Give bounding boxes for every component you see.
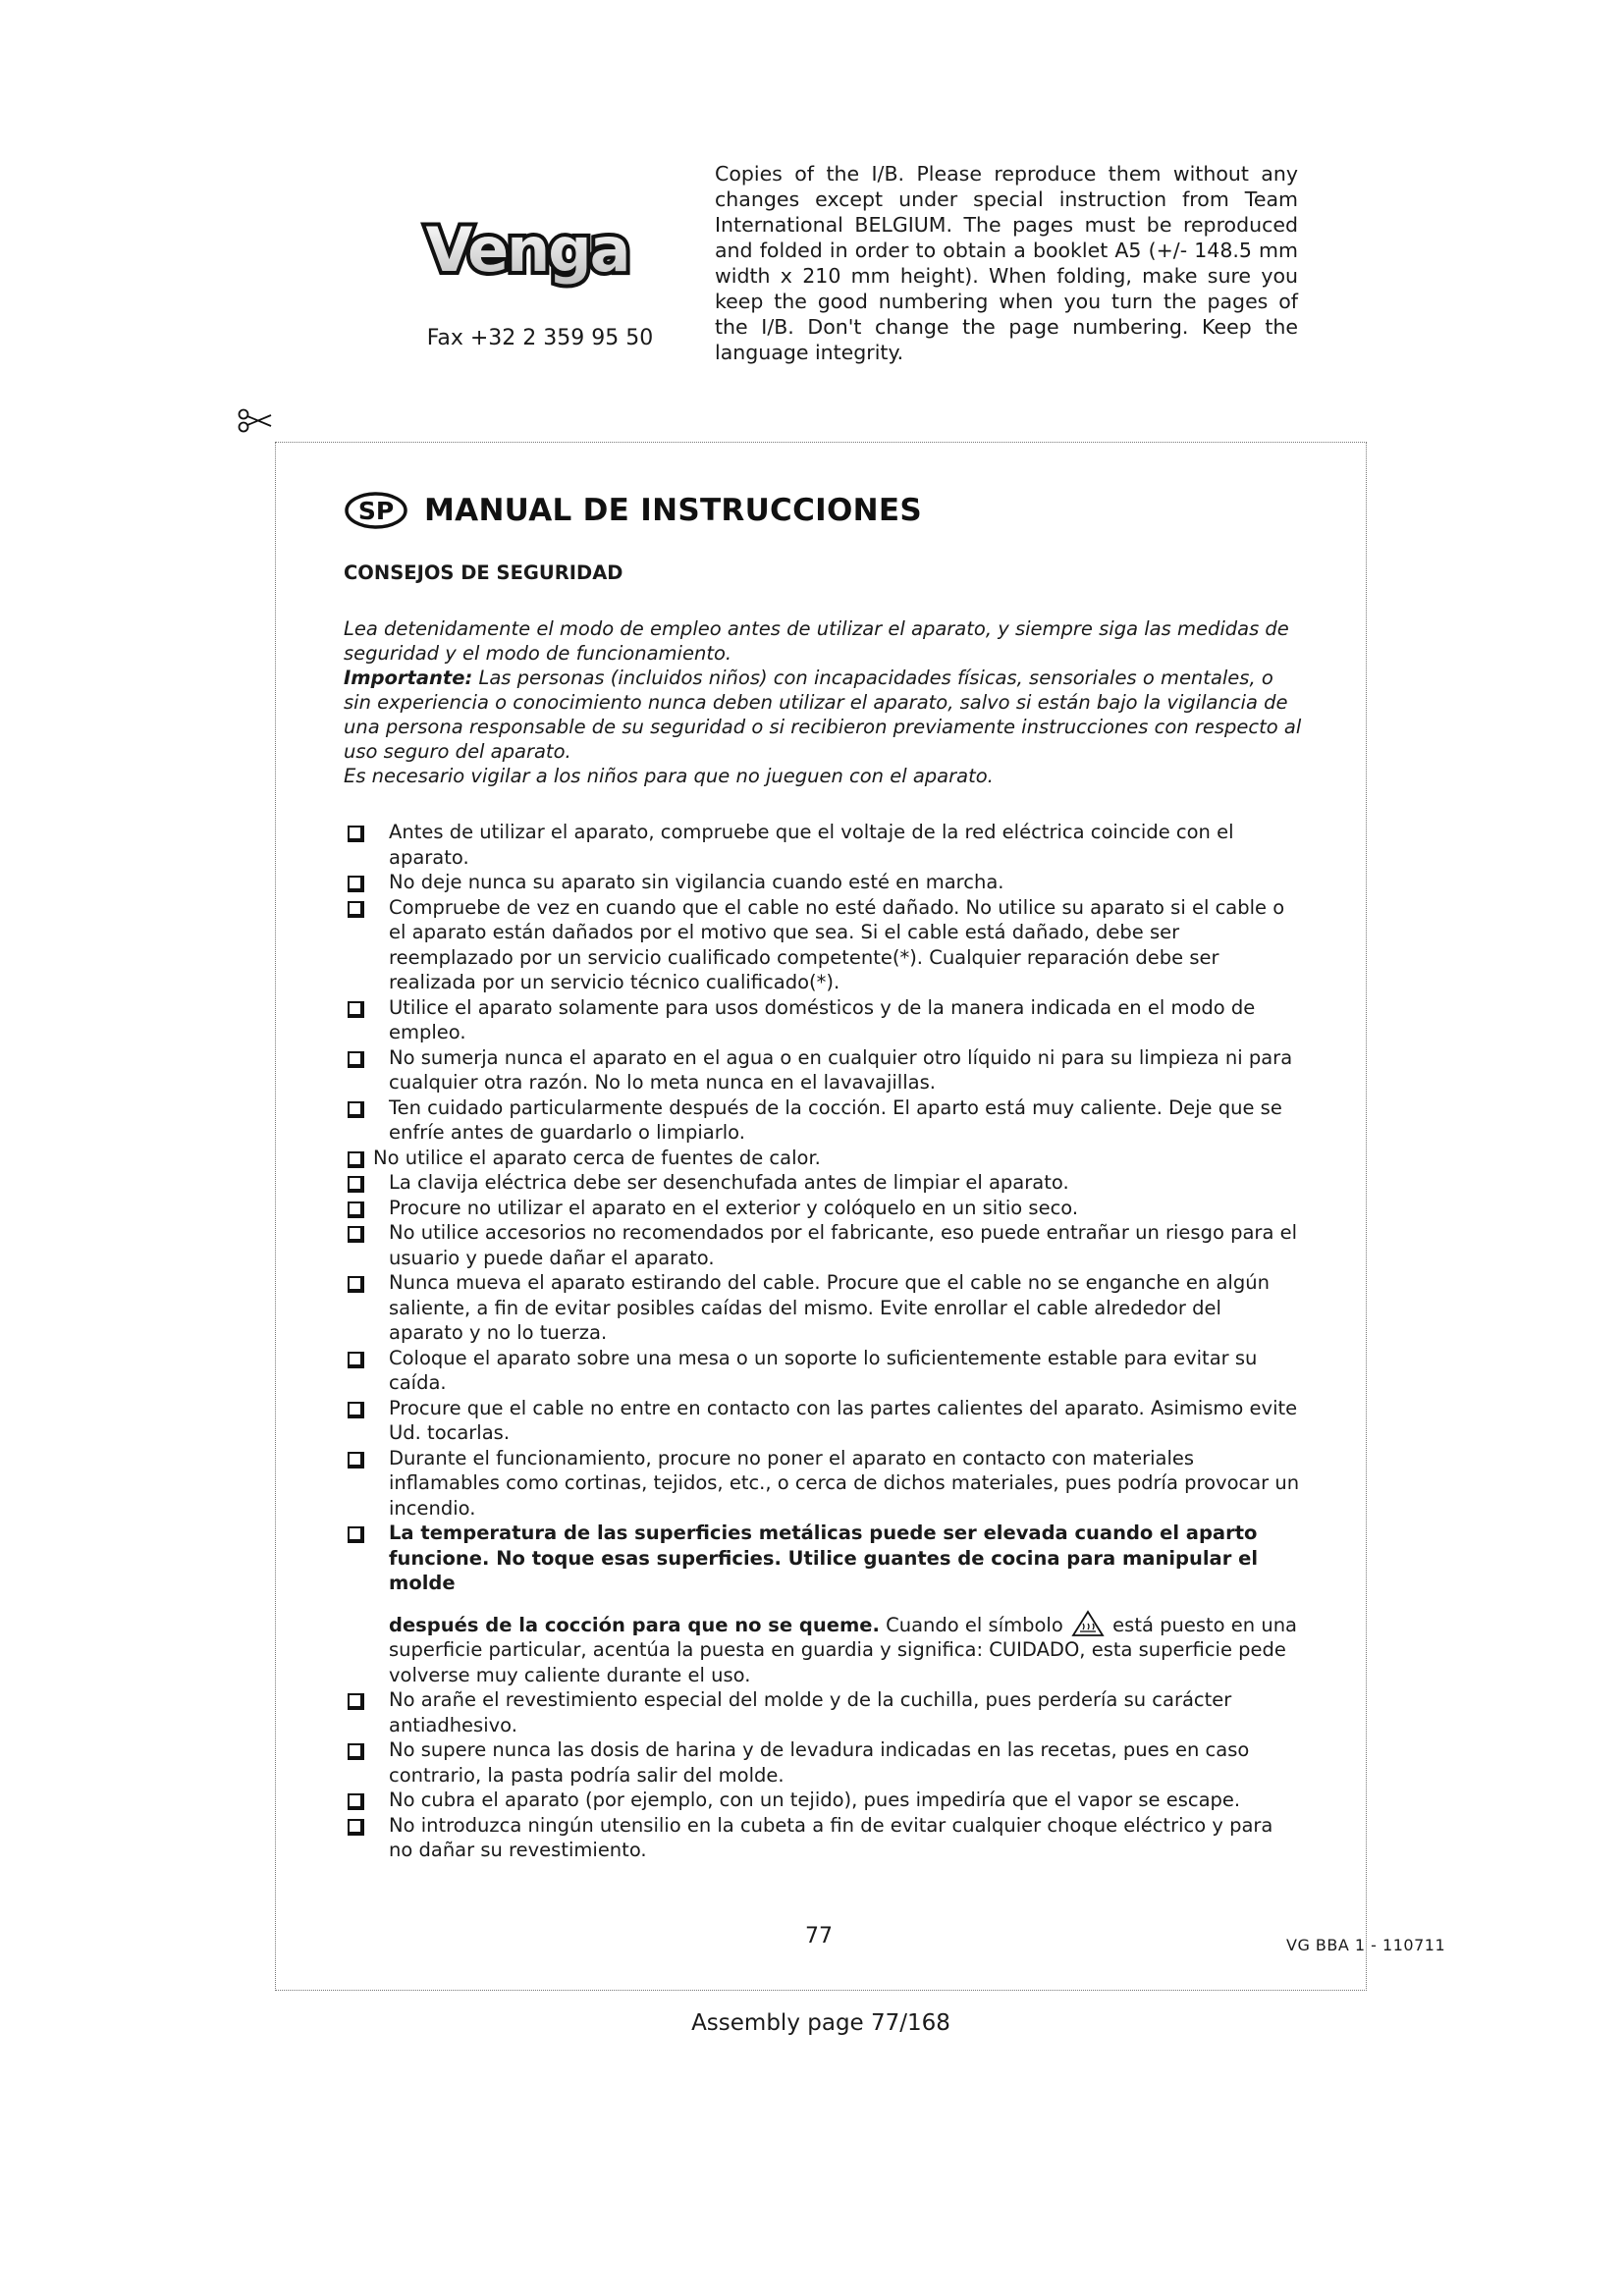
list-item: Procure que el cable no entre en contacto con las partes calientes del aparato. Asimismo evite Ud. tocarlas. xyxy=(344,1396,1301,1446)
checkbox-bullet-icon xyxy=(348,901,364,918)
checkbox-bullet-icon xyxy=(348,1201,364,1218)
svg-text:Venga: Venga xyxy=(425,214,629,286)
checkbox-bullet-icon xyxy=(348,1793,364,1810)
important-text: Las personas (incluidos niños) con incapacidades físicas, sensoriales o mentales, o sin experiencia o conocimiento nunca deben utilizar el aparato, salvo si están bajo la vigilancia de una persona responsable de su seguridad o si recibieron previamente instrucciones con respecto al uso seguro del aparato. xyxy=(344,667,1302,763)
list-item: No supere nunca las dosis de harina y de levadura indicadas en las recetas, pues en caso contrario, la pasta podría salir del molde. xyxy=(344,1737,1301,1788)
checkbox-bullet-icon xyxy=(348,1693,364,1710)
list-item: Utilice el aparato solamente para usos domésticos y de la manera indicada en el modo de empleo. xyxy=(344,995,1301,1045)
intro-paragraph: Lea detenidamente el modo de empleo antes de utilizar el aparato, y siempre siga las medidas de seguridad y el modo de funcionamiento. xyxy=(344,617,1289,665)
list-item: Durante el funcionamiento, procure no poner el aparato en contacto con materiales inflamables como cortinas, tejidos, etc., o cerca de dichos materiales, pues podría provocar un incendio. xyxy=(344,1446,1301,1522)
checkbox-bullet-icon xyxy=(348,826,364,842)
section-title: CONSEJOS DE SEGURIDAD xyxy=(344,561,623,584)
list-item: Coloque el aparato sobre una mesa o un soporte lo suficientemente estable para evitar su caída. xyxy=(344,1346,1301,1396)
hot-surface-warning-icon xyxy=(1071,1610,1105,1637)
hot-surface-bold-cont: después de la cocción para que no se queme. xyxy=(389,1613,880,1636)
safety-intro xyxy=(344,616,1306,788)
checkbox-bullet-icon xyxy=(348,1452,364,1468)
list-item: Ten cuidado particularmente después de la cocción. El aparto está muy caliente. Deje que se enfríe antes de guardarlo o limpiarlo. xyxy=(344,1095,1301,1146)
list-item: No introduzca ningún utensilio en la cubeta a fin de evitar cualquier choque eléctrico y para no dañar su revestimiento. xyxy=(344,1813,1301,1863)
manual-title: MANUAL DE INSTRUCCIONES xyxy=(424,493,922,528)
page-number: 77 xyxy=(805,1924,833,1949)
checkbox-bullet-icon xyxy=(348,1001,364,1018)
language-badge xyxy=(344,491,408,530)
hot-surface-text: Cuando el símbolo xyxy=(879,1613,1069,1636)
checkbox-bullet-icon xyxy=(348,1151,364,1168)
list-item: Nunca mueva el aparato estirando del cable. Procure que el cable no se enganche en algún saliente, a fin de evitar posibles caídas del mismo. Evite enrollar el cable alrededor del aparato y no lo tuerza. xyxy=(344,1270,1301,1346)
checkbox-bullet-icon xyxy=(348,1743,364,1760)
venga-logo xyxy=(416,208,638,296)
important-paragraph xyxy=(344,666,1306,764)
checkbox-bullet-icon xyxy=(348,1819,364,1836)
checkbox-bullet-icon xyxy=(348,1352,364,1368)
list-item: No utilice accesorios no recomendados por el fabricante, eso puede entrañar un riesgo para el usuario y puede dañar el aparato. xyxy=(344,1220,1301,1270)
checkbox-bullet-icon xyxy=(348,1051,364,1068)
checkbox-bullet-icon xyxy=(348,1276,364,1293)
hot-surface-warning xyxy=(344,1521,1301,1687)
copy-instructions: Copies of the I/B. Please reproduce them without any changes except under special instruction from Team International BELGIUM. The pages must be reproduced and folded in order to obtain a booklet A5 (+/- 148.5 mm width x 210 mm height). When folding, make sure you keep the good numbering when you turn the pages of the I/B. Don't change the page numbering. Keep the language integrity. xyxy=(715,162,1298,364)
document-reference: VG BBA 1 - 110711 xyxy=(1286,1936,1446,1954)
svg-text:SP: SP xyxy=(357,497,395,525)
important-label: Importante: xyxy=(344,667,473,689)
checkbox-bullet-icon xyxy=(348,1101,364,1118)
checkbox-bullet-icon xyxy=(348,1176,364,1193)
scissors-icon xyxy=(236,406,275,436)
list-item: La clavija eléctrica debe ser desenchufada antes de limpiar el aparato. xyxy=(344,1170,1301,1196)
hot-surface-bold: La temperatura de las superficies metálicas puede ser elevada cuando el aparto funcione. No toque esas superficies. Utilice guantes de cocina para manipular el molde xyxy=(389,1522,1259,1594)
list-item: Antes de utilizar el aparato, compruebe que el voltaje de la red eléctrica coincide con el aparato. xyxy=(344,820,1301,870)
list-item: No deje nunca su aparato sin vigilancia cuando esté en marcha. xyxy=(344,870,1301,895)
checkbox-bullet-icon xyxy=(348,876,364,892)
list-item: No sumerja nunca el aparato en el agua o en cualquier otro líquido ni para su limpieza ni para cualquier otra razón. No lo meta nunca en el lavavajillas. xyxy=(344,1045,1301,1095)
children-warning: Es necesario vigilar a los niños para que no jueguen con el aparato. xyxy=(344,765,994,787)
list-item: No utilice el aparato cerca de fuentes de calor. xyxy=(344,1146,1301,1171)
fax-number: Fax +32 2 359 95 50 xyxy=(426,326,654,350)
assembly-page-label: Assembly page 77/168 xyxy=(691,2010,950,2036)
hot-surface-text-cont: está puesto en una superficie particular, acentúa la puesta en guardia y significa: CUIDADO, esta superficie pede volverse muy caliente durante el uso. xyxy=(389,1613,1298,1686)
list-item: Procure no utilizar el aparato en el exterior y colóquelo en un sitio seco. xyxy=(344,1196,1301,1221)
checkbox-bullet-icon xyxy=(348,1226,364,1243)
list-item: No cubra el aparato (por ejemplo, con un tejido), pues impediría que el vapor se escape. xyxy=(344,1788,1301,1813)
safety-list xyxy=(344,820,1301,1863)
checkbox-bullet-icon xyxy=(348,1526,364,1543)
list-item: Compruebe de vez en cuando que el cable no esté dañado. No utilice su aparato si el cable o el aparato están dañados por el motivo que sea. Si el cable está dañado, debe ser reemplazado por un servicio cualificado competente(*). Cualquier reparación debe ser realizada por un servicio técnico cualificado(*). xyxy=(344,895,1301,995)
list-item: No arañe el revestimiento especial del molde y de la cuchilla, pues perdería su carácter antiadhesivo. xyxy=(344,1687,1301,1737)
checkbox-bullet-icon xyxy=(348,1402,364,1418)
